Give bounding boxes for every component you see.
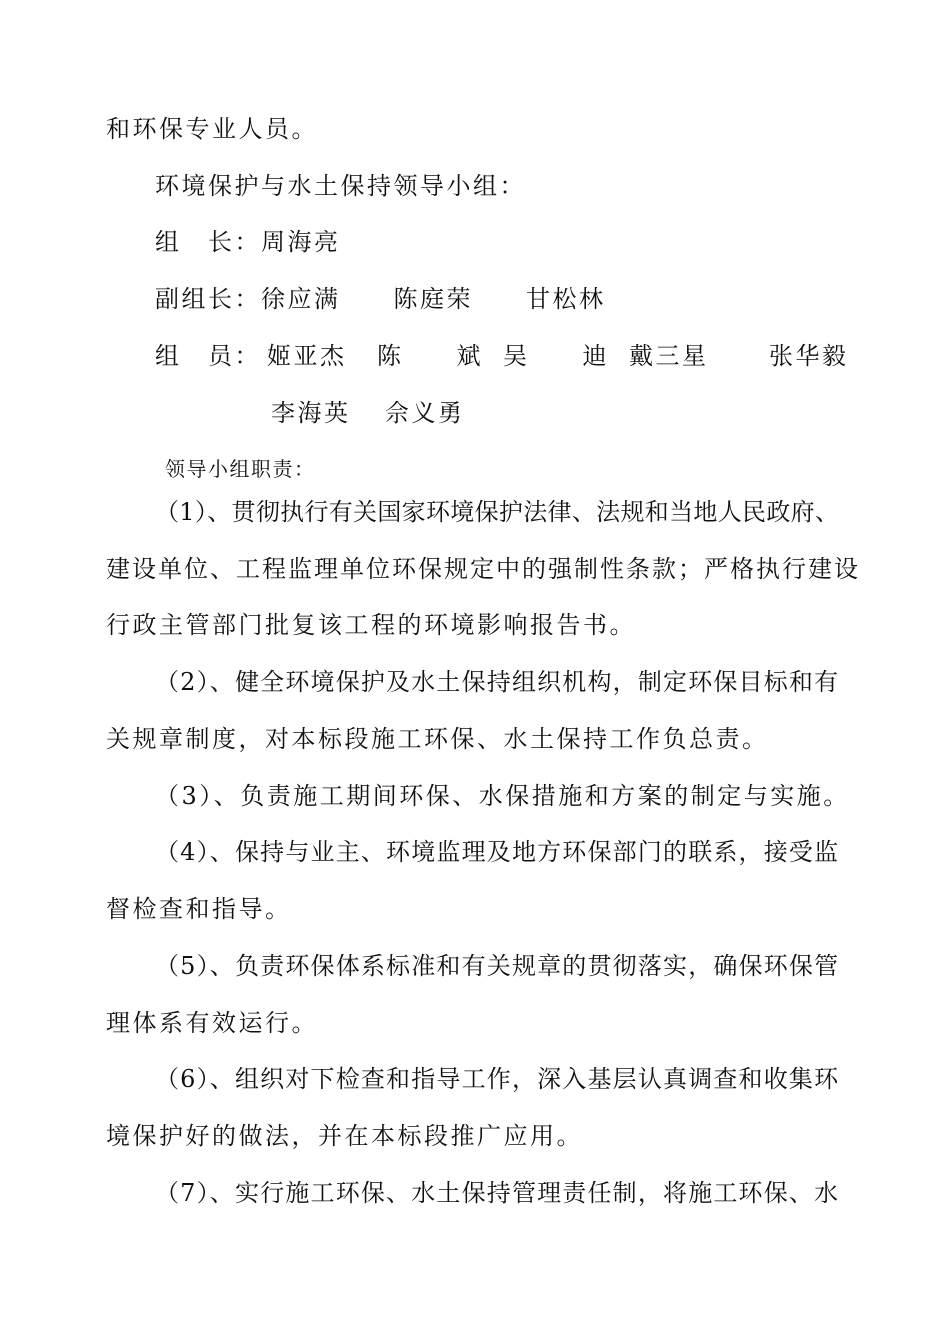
paragraph-line: 建设单位、工程监理单位环保规定中的强制性条款；严格执行建设 [106,555,860,583]
group-heading: 环境保护与水土保持领导小组： [155,172,526,200]
text-line: 和环保专业人员。 [106,115,318,143]
paragraph-line: 督检查和指导。 [106,895,292,923]
member-name: 戴三星 [629,342,709,370]
members-line [155,341,849,371]
paragraph-line: （1）、贯彻执行有关国家环境保护法律、法规和当地人民政府、 [155,498,840,526]
paragraph-line: 行政主管部门批复该工程的环境影响报告书。 [106,611,636,639]
leader-line: 组 长：周海亮 [155,228,341,256]
member-name: 姬亚杰 [267,342,347,370]
member-name: 张华毅 [769,342,849,370]
paragraph-line: 关规章制度，对本标段施工环保、水土保持工作负总责。 [106,725,769,753]
members-label: 组 员： [155,342,261,370]
paragraph-line: （3）、负责施工期间环保、水保措施和方案的制定与实施。 [155,782,850,810]
member-name: 佘义勇 [385,399,465,427]
members-line-2 [271,398,571,428]
deputy-leader-line: 副组长：徐应满 陈庭荣 甘松林 [155,285,606,313]
member-name: 李海英 [271,399,351,427]
member-name: 吴 迪 [503,342,609,370]
paragraph-line: （7）、实行施工环保、水土保持管理责任制，将施工环保、水 [155,1179,840,1207]
member-name: 陈 斌 [377,342,483,370]
duties-title: 领导小组职责： [165,457,316,481]
paragraph-line: （6）、组织对下检查和指导工作，深入基层认真调查和收集环 [155,1065,840,1093]
paragraph-line: （2）、健全环境保护及水土保持组织机构，制定环保目标和有 [155,668,840,696]
paragraph-line: （4）、保持与业主、环境监理及地方环保部门的联系，接受监 [155,838,840,866]
paragraph-line: （5）、负责环保体系标准和有关规章的贯彻落实，确保环保管 [155,952,840,980]
paragraph-line: 境保护好的做法，并在本标段推广应用。 [106,1122,583,1150]
paragraph-line: 理体系有效运行。 [106,1009,318,1037]
